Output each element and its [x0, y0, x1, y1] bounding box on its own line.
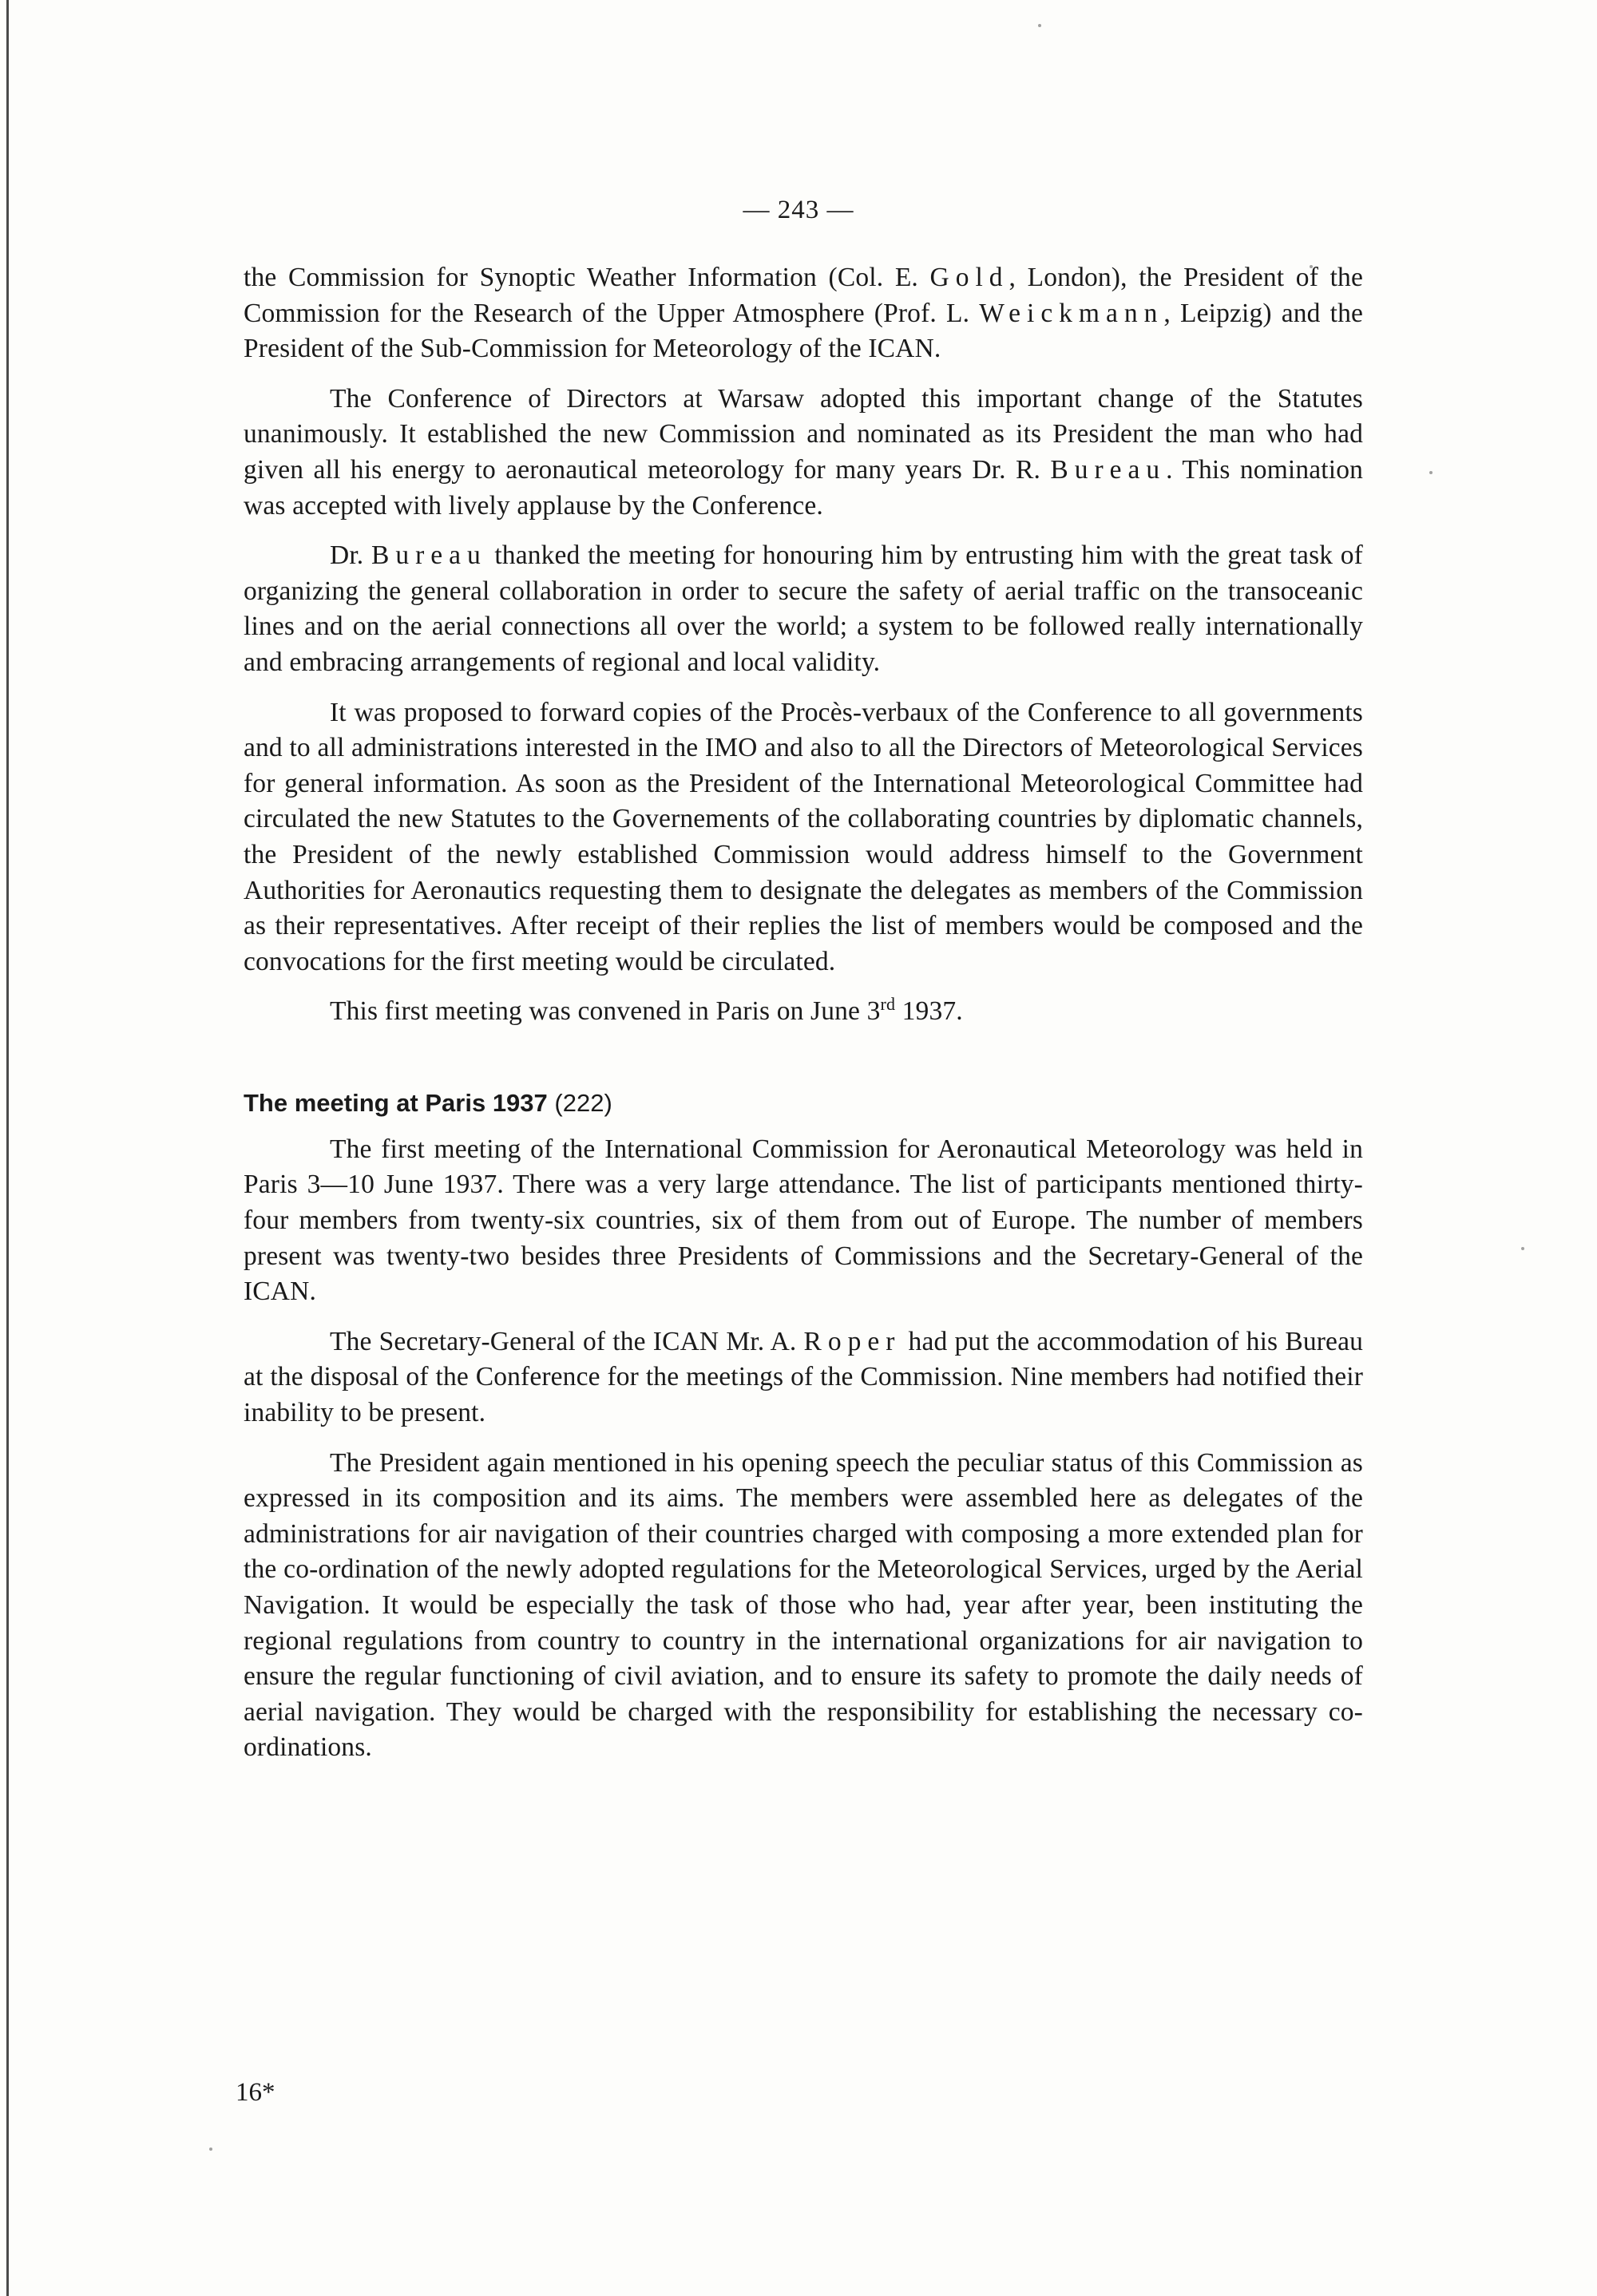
- paragraph-7: [244, 1324, 1363, 1431]
- scan-speck: [209, 2148, 212, 2151]
- paragraph-6: The first meeting of the International Commission for Aeronautical Meteorology was held in Paris 3—10 June 1937. There was a very large attendance. The list of participants mentioned thirty-four members from twenty-six countries, six of them from out of Europe. The number of members present was twenty-two besides three Presidents of Commissions and the Secretary-General of the ICAN.: [244, 1134, 1363, 1307]
- text-run: the Commission for Synoptic Weather Information (Col. E.: [244, 263, 930, 292]
- paragraph-2: [244, 382, 1363, 524]
- superscript: rd: [880, 994, 896, 1015]
- scan-speck: [1429, 471, 1433, 474]
- section-heading-title: The meeting at Paris 1937: [244, 1088, 548, 1117]
- text-run: . This nomination was accepted with lively applause by the Conference.: [244, 454, 1363, 521]
- page-number: — 243 —: [743, 196, 854, 224]
- text-run: thanked the meeting for honouring him by entrusting him with the great task of organizing the general collaboration in order to secure the safety of aerial traffic on the transoceanic lines and on the aerial connections all over the world; a system to be followed really internationally and embracing arrangements of regional and local validity.: [244, 540, 1363, 677]
- paragraph-1: [244, 260, 1363, 367]
- text-run: Dr.: [330, 540, 371, 571]
- spaced-name-bureau: Bureau: [371, 540, 487, 571]
- scan-edge-line: [6, 0, 9, 2296]
- scan-speck: [1521, 1247, 1524, 1250]
- scan-speck: [1038, 24, 1041, 27]
- text-run: The Secretary-General of the ICAN Mr. A.: [330, 1326, 804, 1356]
- paragraph-5: [244, 994, 1363, 1030]
- spaced-name-roper: Roper: [803, 1326, 902, 1356]
- text-run: The Conference of Directors at Warsaw adopted this important change of the Statutes unanimously. It established the new Commission and nominated as its President the man who had given all his energy to aeronautical meteorology for many years Dr. R.: [244, 383, 1363, 485]
- spaced-name-bureau: Bureau: [1050, 454, 1167, 485]
- section-heading-reference: (222): [547, 1088, 612, 1117]
- text-run: , London), the President of the Commission for the Research of the Upper Atmosphere (Prof. L.: [244, 263, 1363, 328]
- text-run: 1937.: [895, 996, 963, 1027]
- paragraph-4: It was proposed to forward copies of the Procès-verbaux of the Conference to all governments and to all administrations interested in the IMO and also to all the Directors of Meteorological Services for general information. As soon as the President of the International Meteorological Committee had circulated the new Statutes to the Governements of the collaborating countries by diplomatic channels, the President of the newly established Commission would address himself to the Government Authorities for Aeronautics requesting them to designate the delegates as members of the Commission as their representatives. After receipt of their replies the list of members would be composed and the convocations for the first meeting would be circulated.: [244, 697, 1363, 976]
- text-run: , Leipzig) and the President of the Sub-Commission for Meteorology of the ICAN.: [244, 298, 1363, 364]
- text-run: This first meeting was convened in Paris on June 3: [330, 996, 881, 1027]
- body-text: [244, 260, 1363, 1780]
- paragraph-8: The President again mentioned in his opening speech the peculiar status of this Commission as expressed in its composition and its aims. The members were assembled here as delegates of the administrations for air navigation of their countries charged with composing a more extended plan for the co-ordination of the newly adopted regulations for the Meteorological Services, urged by the Aerial Navigation. It would be especially the task of those who had, year after year, been instituting the regional regulations from country to country in the international organizations for air navigation to ensure the regular functioning of civil aviation, and to ensure its safety to promote the daily needs of aerial navigation. They would be charged with the responsibility for establishing the necessary co-ordinations.: [244, 1447, 1363, 1763]
- section-heading: [244, 1086, 1363, 1121]
- spaced-name-weickmann: Weickmann: [979, 298, 1164, 328]
- spaced-name-gold: Gold: [929, 263, 1009, 292]
- text-run: had put the accommodation of his Bureau at the disposal of the Conference for the meetings of the Commission. Nine members had notified their inability to be present.: [244, 1326, 1363, 1428]
- signature-mark: 16*: [236, 2078, 275, 2107]
- paragraph-3: [244, 538, 1363, 680]
